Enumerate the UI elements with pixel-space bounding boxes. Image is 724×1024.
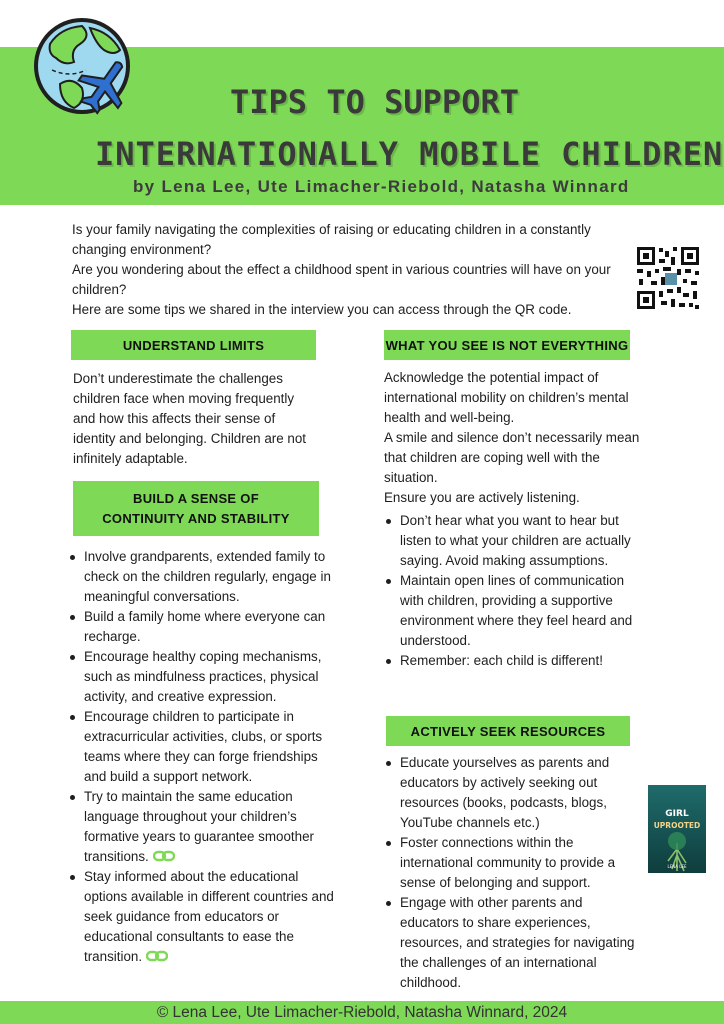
continuity-list [68, 547, 343, 967]
list-item: Remember: each child is different! [384, 651, 640, 671]
qr-code-icon[interactable] [635, 245, 701, 311]
heading-understand-limits: UNDERSTAND LIMITS [71, 330, 316, 360]
footer-band [0, 1001, 724, 1024]
title-line-2: INTERNATIONALLY MOBILE CHILDREN [95, 135, 724, 173]
svg-text:GIRL: GIRL [665, 809, 689, 819]
list-item: Stay informed about the educational options available in different countries and seek guidance from educators or educational consultants to ease the transition. [68, 867, 343, 967]
list-item: Maintain open lines of communication with children, providing a supportive environment where they feel heard and understood. [384, 571, 640, 651]
list-item: Involve grandparents, extended family to check on the children regularly, engage in meaningful conversations. [68, 547, 343, 607]
list-item: Foster connections within the international community to provide a sense of belonging and support. [384, 833, 640, 893]
list-item: Encourage healthy coping mechanisms, such as mindfulness practices, physical activity, and creative expression. [68, 647, 343, 707]
svg-text:UPROOTED: UPROOTED [653, 821, 701, 830]
heading-seek-resources: ACTIVELY SEEK RESOURCES [386, 716, 630, 746]
understand-limits-text: Don’t underestimate the challenges children face when moving frequently and how this affects their sense of identity and belonging. Children are not infinitely adaptable. [73, 371, 307, 466]
copyright-text: © Lena Lee, Ute Limacher-Riebold, Natasha Winnard, 2024 [156, 1003, 568, 1021]
list-item: Build a family home where everyone can recharge. [68, 607, 343, 647]
list-item: Try to maintain the same education language throughout your children’s formative years to guarantee smoother transitions. [68, 787, 343, 867]
heading-what-you-see: WHAT YOU SEE IS NOT EVERYTHING [384, 330, 630, 360]
globe-plane-icon [30, 14, 134, 118]
list-item: Engage with other parents and educators to share experiences, resources, and strategies for navigating the challenges of an international childhood. [384, 893, 640, 993]
link-icon[interactable] [153, 850, 175, 862]
list-item: Encourage children to participate in extracurricular activities, clubs, or sports teams where they can forge friendships and build a support network. [68, 707, 343, 787]
resources-list [384, 753, 640, 993]
intro-text [72, 220, 632, 320]
book-cover-image[interactable] [648, 785, 706, 873]
svg-text:LENA LEE: LENA LEE [667, 864, 687, 869]
intro-qr-note: Here are some tips we shared in the interview you can access through the QR code. [72, 302, 572, 317]
intro-question-1: Is your family navigating the complexities of raising or educating children in a constantly changing environment? [72, 222, 591, 257]
authors-byline: by Lena Lee, Ute Limacher-Riebold, Natasha Winnard [133, 177, 630, 196]
intro-question-2: Are you wondering about the effect a childhood spent in various countries will have on your children? [72, 262, 611, 297]
what-you-see-text: Acknowledge the potential impact of international mobility on children’s mental health and well-being. A smile and silence don’t necessarily mean that children are coping well with the situation. Ensure you are actively listening. Don’t hear what you want to hear but listen to what your children are actually saying. Avoid making assumptions. Maintain open lines of communication with children, providing a supportive environment where they feel heard and understood. Remember: each child is different! [384, 368, 640, 671]
link-icon[interactable] [146, 950, 168, 962]
title-line-1: TIPS TO SUPPORT [230, 83, 519, 121]
list-item: Educate yourselves as parents and educators by actively seeking out resources (books, podcasts, blogs, YouTube channels etc.) [384, 753, 640, 833]
heading-continuity: BUILD A SENSE OF CONTINUITY AND STABILITY [73, 481, 319, 536]
list-item: Don’t hear what you want to hear but listen to what your children are actually saying. Avoid making assumptions. [384, 511, 640, 571]
